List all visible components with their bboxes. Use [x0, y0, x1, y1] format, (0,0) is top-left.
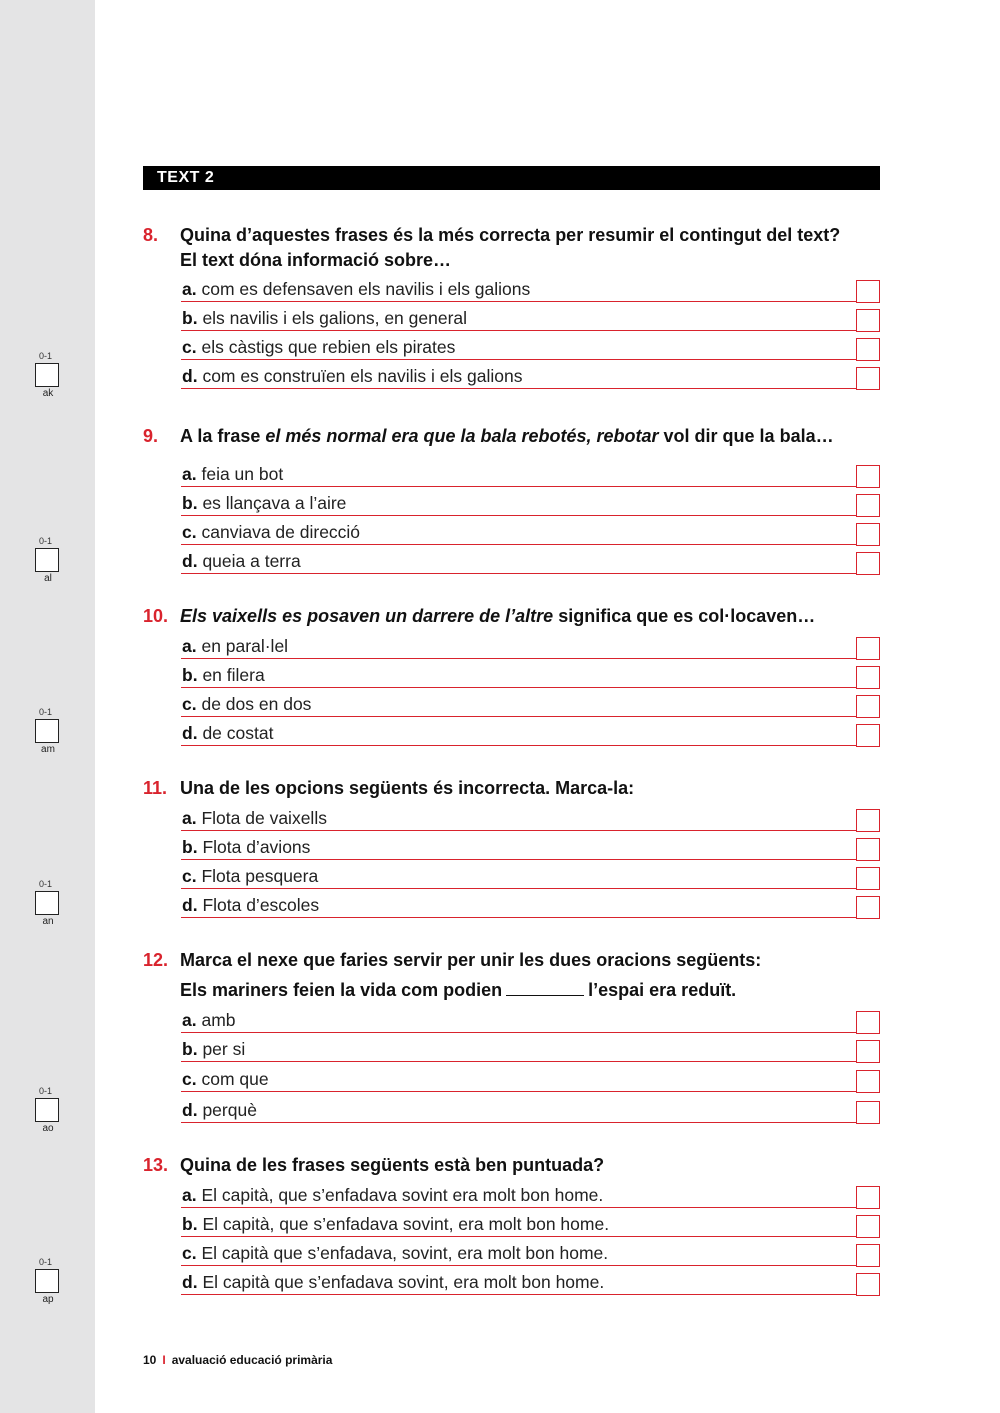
question-text: el més normal era que la bala rebotés, rebotar — [265, 426, 659, 446]
option-text: per si — [202, 1039, 246, 1059]
answer-checkbox[interactable] — [856, 1244, 880, 1267]
answer-checkbox[interactable] — [856, 838, 880, 861]
option-row — [181, 490, 880, 516]
option-letter: c. — [182, 337, 197, 357]
option-letter: d. — [182, 723, 198, 743]
option-text: com es construïen els navilis i els galions — [202, 366, 523, 386]
answer-checkbox[interactable] — [856, 1101, 880, 1124]
option-row — [181, 1097, 880, 1123]
option-label — [182, 836, 310, 858]
score-block — [35, 351, 61, 399]
answer-checkbox[interactable] — [856, 724, 880, 747]
footer-title: avaluació educació primària — [171, 1353, 333, 1367]
option-row — [181, 834, 880, 860]
option-letter: a. — [182, 464, 197, 484]
option-label — [182, 807, 327, 829]
option-row — [181, 1036, 880, 1062]
question-text: A la frase — [180, 426, 266, 446]
question-number: 10. — [143, 606, 169, 626]
option-letter: c. — [182, 866, 197, 886]
score-range: 0-1 — [39, 1257, 53, 1267]
answer-checkbox[interactable] — [856, 367, 880, 390]
question-number: 9. — [143, 426, 159, 446]
option-letter: d. — [182, 1272, 198, 1292]
option-letter: d. — [182, 551, 198, 571]
option-text: es llançava a l’aire — [202, 493, 347, 513]
option-letter: d. — [182, 895, 198, 915]
score-box[interactable] — [35, 719, 59, 743]
option-row — [181, 363, 880, 389]
option-text: El capità que s’enfadava sovint, era molt bon home. — [202, 1272, 605, 1292]
answer-checkbox[interactable] — [856, 280, 880, 303]
page-number: 10 — [143, 1353, 157, 1367]
answer-checkbox[interactable] — [856, 552, 880, 575]
score-box[interactable] — [35, 548, 59, 572]
option-text: els navilis i els galions, en general — [202, 308, 468, 328]
option-row — [181, 1066, 880, 1092]
option-label — [182, 894, 319, 916]
question-number: 13. — [143, 1155, 169, 1175]
question-12-stem — [143, 948, 883, 973]
option-label — [182, 1068, 269, 1090]
option-label — [182, 492, 346, 514]
question-number: 12. — [143, 950, 169, 970]
option-text: El capità que s’enfadava, sovint, era molt bon home. — [201, 1243, 609, 1263]
option-label — [182, 1213, 609, 1235]
option-letter: a. — [182, 636, 197, 656]
option-letter: d. — [182, 366, 198, 386]
question-number: 8. — [143, 225, 159, 245]
option-row — [181, 461, 880, 487]
option-row — [181, 276, 880, 302]
score-code: ao — [42, 1123, 54, 1134]
option-label — [182, 365, 522, 387]
option-letter: b. — [182, 1039, 198, 1059]
option-text: feia un bot — [201, 464, 284, 484]
score-block — [35, 1086, 61, 1134]
option-row — [181, 1240, 880, 1266]
question-13-stem — [143, 1153, 883, 1178]
option-label — [182, 693, 311, 715]
option-text: Flota d’escoles — [202, 895, 320, 915]
option-row — [181, 1182, 880, 1208]
question-8-stem — [143, 223, 883, 248]
option-letter: b. — [182, 308, 198, 328]
score-range: 0-1 — [39, 351, 53, 361]
option-row — [181, 720, 880, 746]
option-row — [181, 691, 880, 717]
answer-checkbox[interactable] — [856, 637, 880, 660]
footer-separator: I — [162, 1353, 166, 1367]
option-label — [182, 521, 360, 543]
option-text: com que — [201, 1069, 269, 1089]
question-text: Quina d’aquestes frases és la més correcta per resumir el contingut del text? — [180, 225, 841, 245]
score-box[interactable] — [35, 891, 59, 915]
answer-checkbox[interactable] — [856, 1186, 880, 1209]
question-text: Una de les opcions següents és incorrecta. Marca-la: — [180, 778, 635, 798]
option-text: amb — [201, 1010, 236, 1030]
answer-checkbox[interactable] — [856, 465, 880, 488]
option-letter: c. — [182, 1069, 197, 1089]
option-letter: b. — [182, 837, 198, 857]
score-block — [35, 1257, 61, 1305]
option-text: Flota pesquera — [201, 866, 319, 886]
answer-checkbox[interactable] — [856, 867, 880, 890]
option-text: canviava de direcció — [201, 522, 361, 542]
section-header: TEXT 2 — [143, 166, 880, 190]
question-number: 11. — [143, 778, 168, 798]
option-label — [182, 1038, 245, 1060]
answer-checkbox[interactable] — [856, 1215, 880, 1238]
gap-sentence-start: Els mariners feien la vida com podien — [180, 980, 503, 1000]
option-label — [182, 278, 530, 300]
score-code: al — [44, 573, 52, 584]
score-block — [35, 879, 61, 927]
option-row — [181, 863, 880, 889]
option-row — [181, 1269, 880, 1295]
option-letter: a. — [182, 808, 197, 828]
answer-checkbox[interactable] — [856, 896, 880, 919]
answer-checkbox[interactable] — [856, 809, 880, 832]
question-10-stem — [143, 604, 883, 629]
option-letter: d. — [182, 1100, 198, 1120]
option-label — [182, 307, 467, 329]
option-letter: c. — [182, 1243, 197, 1263]
option-label — [182, 865, 318, 887]
option-letter: b. — [182, 1214, 198, 1234]
score-range: 0-1 — [39, 879, 53, 889]
option-text: perquè — [202, 1100, 257, 1120]
option-text: queia a terra — [202, 551, 301, 571]
option-text: com es defensaven els navilis i els galions — [201, 279, 531, 299]
score-box[interactable] — [35, 1269, 59, 1293]
option-text: Flota de vaixells — [201, 808, 327, 828]
option-letter: a. — [182, 1185, 197, 1205]
question-text-line2: El text dóna informació sobre… — [180, 250, 452, 270]
score-range: 0-1 — [39, 1086, 53, 1096]
option-label — [182, 463, 283, 485]
option-row — [181, 334, 880, 360]
gap-sentence-end: l’espai era reduït. — [588, 980, 737, 1000]
option-label — [182, 664, 265, 686]
question-text: Quina de les frases següents està ben puntuada? — [180, 1155, 605, 1175]
score-range: 0-1 — [39, 536, 53, 546]
score-code: an — [42, 916, 54, 927]
option-row — [181, 892, 880, 918]
option-label — [182, 1242, 608, 1264]
option-text: Flota d’avions — [202, 837, 311, 857]
score-box[interactable] — [35, 363, 59, 387]
score-code: ak — [42, 388, 54, 399]
option-letter: a. — [182, 279, 197, 299]
option-row — [181, 305, 880, 331]
answer-checkbox[interactable] — [856, 494, 880, 517]
answer-checkbox[interactable] — [856, 1273, 880, 1296]
option-letter: a. — [182, 1010, 197, 1030]
option-row — [181, 805, 880, 831]
answer-checkbox[interactable] — [856, 309, 880, 332]
option-letter: c. — [182, 694, 197, 714]
option-label — [182, 336, 455, 358]
option-row — [181, 1007, 880, 1033]
option-row — [181, 548, 880, 574]
option-letter: b. — [182, 493, 198, 513]
question-text: Marca el nexe que faries servir per unir les dues oracions següents: — [180, 950, 762, 970]
option-label — [182, 1009, 236, 1031]
option-letter: c. — [182, 522, 197, 542]
option-text: en paral·lel — [201, 636, 289, 656]
gap-blank — [506, 979, 584, 996]
option-row — [181, 633, 880, 659]
answer-checkbox[interactable] — [856, 338, 880, 361]
option-row — [181, 1211, 880, 1237]
option-letter: b. — [182, 665, 198, 685]
question-text: significa que es col·locaven… — [553, 606, 816, 626]
option-label — [182, 1184, 603, 1206]
option-label — [182, 1271, 604, 1293]
score-code: ap — [42, 1294, 54, 1305]
option-text: els càstigs que rebien els pirates — [201, 337, 456, 357]
option-text: en filera — [202, 665, 265, 685]
option-text: El capità, que s’enfadava sovint era molt bon home. — [201, 1185, 604, 1205]
answer-checkbox[interactable] — [856, 666, 880, 689]
option-text: El capità, que s’enfadava sovint, era molt bon home. — [202, 1214, 610, 1234]
answer-checkbox[interactable] — [856, 695, 880, 718]
score-range: 0-1 — [39, 707, 53, 717]
option-text: de dos en dos — [201, 694, 312, 714]
option-label — [182, 635, 288, 657]
answer-checkbox[interactable] — [856, 1070, 880, 1093]
question-9-stem — [143, 424, 883, 449]
question-text: vol dir que la bala… — [658, 426, 834, 446]
gap-sentence — [180, 978, 736, 1003]
score-block — [35, 707, 61, 755]
question-11-stem — [143, 776, 883, 801]
page-footer — [143, 1352, 332, 1368]
option-label — [182, 722, 273, 744]
answer-checkbox[interactable] — [856, 1040, 880, 1063]
score-code: am — [41, 744, 55, 755]
option-row — [181, 662, 880, 688]
answer-checkbox[interactable] — [856, 523, 880, 546]
score-block — [35, 536, 61, 584]
score-box[interactable] — [35, 1098, 59, 1122]
option-text: de costat — [202, 723, 274, 743]
answer-checkbox[interactable] — [856, 1011, 880, 1034]
option-label — [182, 1099, 257, 1121]
option-label — [182, 550, 301, 572]
option-row — [181, 519, 880, 545]
question-text: Els vaixells es posaven un darrere de l’altre — [180, 606, 554, 626]
